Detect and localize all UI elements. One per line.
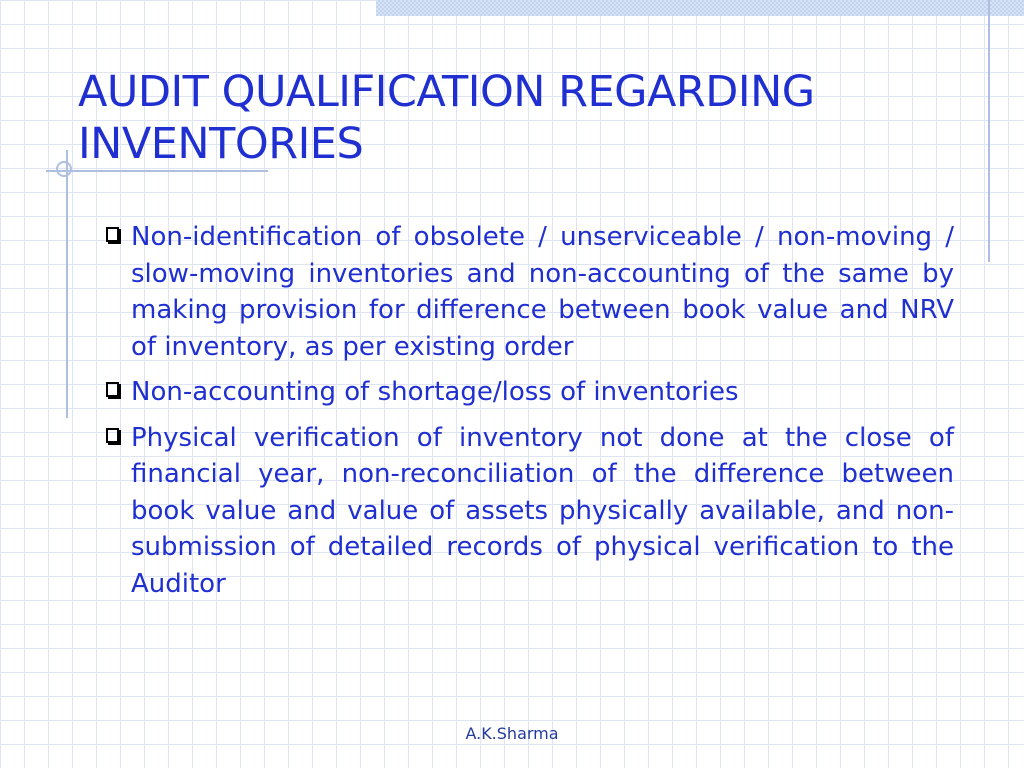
slide-footer-author: A.K.Sharma (465, 724, 559, 743)
decorative-horizontal-line (46, 170, 268, 172)
slide-title: AUDIT QUALIFICATION REGARDING INVENTORIES (78, 67, 815, 169)
bullet-text: Non-identification of obsolete / unserviceable / non-moving / slow-moving inventories and non-accounting of the same by making provision for difference between book value and NRV of inventory, as per existing order (131, 222, 954, 362)
checkbox-bullet-icon (106, 227, 119, 242)
crosshair-circle-icon (56, 161, 72, 177)
bullet-item (104, 374, 954, 411)
bullet-list (104, 219, 954, 611)
bullet-text: Physical verification of inventory not done at the close of financial year, non-reconciliation of the difference between book value and value of assets physically available, and non-submission of detailed records of physical verification to the Auditor (131, 422, 954, 599)
checkbox-bullet-icon (106, 428, 119, 443)
decorative-vertical-line-right (988, 0, 990, 262)
bullet-item (104, 219, 954, 365)
bullet-text: Non-accounting of shortage/loss of inventories (131, 377, 739, 407)
decorative-top-band (376, 0, 1024, 16)
decorative-vertical-line-left (66, 150, 68, 418)
checkbox-bullet-icon (106, 382, 119, 397)
bullet-item (104, 420, 954, 603)
